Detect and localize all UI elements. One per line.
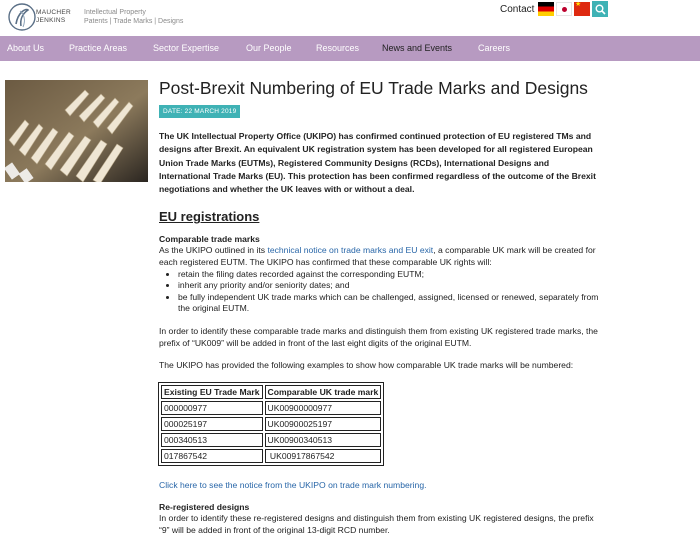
table-cell: UK00900340513 (265, 433, 382, 447)
language-flags (538, 2, 590, 16)
article-lead: The UK Intellectual Property Office (UKIPO) has confirmed continued protection of EU registered TMs and designs after Brexit. An equivalent UK registration system has been developed for all registered European Union Trade Marks (EUTMs), Registered Community Designs (RCDs), International Designs and International Trade Marks (EU). This protection has been confirmed regardless of the outcome of the Brexit negotiations and whether the UK leaves with or without a deal. (159, 131, 596, 195)
nav-our-people[interactable]: Our People (246, 43, 292, 53)
tagline-line2: Patents | Trade Marks | Designs (84, 17, 184, 25)
nav-sector-expertise[interactable]: Sector Expertise (153, 43, 220, 53)
prefix-paragraph: In order to identify these comparable trade marks and distinguish them from existing UK registered trade marks, the prefix of “UK009” will be added in front of the last eight digits of the original EUTM. (159, 326, 598, 348)
table-cell: 000340513 (161, 433, 263, 447)
file-folders-image (5, 80, 148, 182)
comparable-trade-marks-heading: Comparable trade marks (159, 234, 260, 245)
tagline-line1: Intellectual Property (84, 9, 146, 16)
nav-careers[interactable]: Careers (478, 43, 511, 53)
technical-notice-link[interactable]: technical notice on trade marks and EU exit (267, 245, 434, 256)
list-item: • inherit any priority and/or seniority dates; and (178, 280, 599, 292)
column-header: Existing EU Trade Mark (161, 385, 263, 399)
logo-swirl-icon (8, 2, 36, 32)
list-item: • retain the filing dates recorded against the corresponding EUTM; (178, 269, 599, 281)
table-cell: UK00900025197 (265, 417, 382, 431)
nav-practice-areas[interactable]: Practice Areas (69, 43, 128, 53)
logo-name-line2: JENKINS (36, 16, 66, 24)
table-row (161, 433, 381, 447)
article-title: Post-Brexit Numbering of EU Trade Marks and Designs (159, 78, 588, 98)
de-flag-icon[interactable] (538, 2, 554, 16)
cn-flag-icon[interactable] (574, 2, 590, 16)
table-row (161, 449, 381, 463)
nav-news-and-events[interactable]: News and Events (382, 43, 453, 53)
comparable-trade-marks-intro (159, 245, 599, 268)
main-nav (0, 36, 700, 61)
table-cell: UK00900000977 (265, 401, 382, 415)
jp-flag-icon[interactable] (556, 2, 572, 16)
table-header-row (161, 385, 381, 399)
re-registered-designs-paragraph: In order to identify these re-registered designs and distinguish them from existing UK registered designs, the prefix “9” will be added in front of the original 13-digit RCD number. (159, 513, 594, 536)
rights-list (178, 269, 599, 315)
date-badge: DATE: 22 MARCH 2019 (159, 105, 240, 118)
search-button[interactable] (592, 1, 608, 17)
contact-link[interactable]: Contact (500, 4, 535, 15)
maucher-jenkins-logo[interactable] (8, 2, 188, 34)
examples-paragraph: The UKIPO has provided the following examples to show how comparable UK trade marks will be numbered: (159, 360, 574, 371)
article (159, 76, 599, 537)
intro-text-after: , a comparable UK mark will be created for each registered EUTM. The UKIPO has confirmed that these comparable UK rights will: (159, 245, 596, 268)
table-row (161, 401, 381, 415)
logo-name-line1: MAUCHER (36, 9, 71, 16)
intro-text-before: As the UKIPO outlined in its (159, 245, 268, 256)
trade-mark-numbering-table (158, 382, 384, 466)
re-registered-designs-heading: Re-registered designs (159, 502, 250, 513)
table-cell: UK00917867542 (265, 449, 382, 463)
logo-tagline (84, 9, 183, 26)
nav-resources[interactable]: Resources (316, 43, 360, 53)
nav-about-us[interactable]: About Us (7, 43, 45, 53)
site-header (0, 0, 700, 36)
logo-wordmark (36, 9, 71, 24)
table-cell: 017867542 (161, 449, 263, 463)
table-cell: 000025197 (161, 417, 263, 431)
list-item: • be fully independent UK trade marks which can be challenged, assigned, licensed or renewed, separately from the original EUTM. (178, 292, 599, 315)
section-heading-eu-registrations: EU registrations (159, 209, 260, 225)
table-cell: 000000977 (161, 401, 263, 415)
column-header: Comparable UK trade mark (265, 385, 382, 399)
ukipo-notice-link[interactable]: Click here to see the notice from the UKIPO on trade mark numbering. (159, 479, 427, 490)
article-image (5, 80, 148, 182)
table-row (161, 417, 381, 431)
search-icon (595, 4, 606, 15)
